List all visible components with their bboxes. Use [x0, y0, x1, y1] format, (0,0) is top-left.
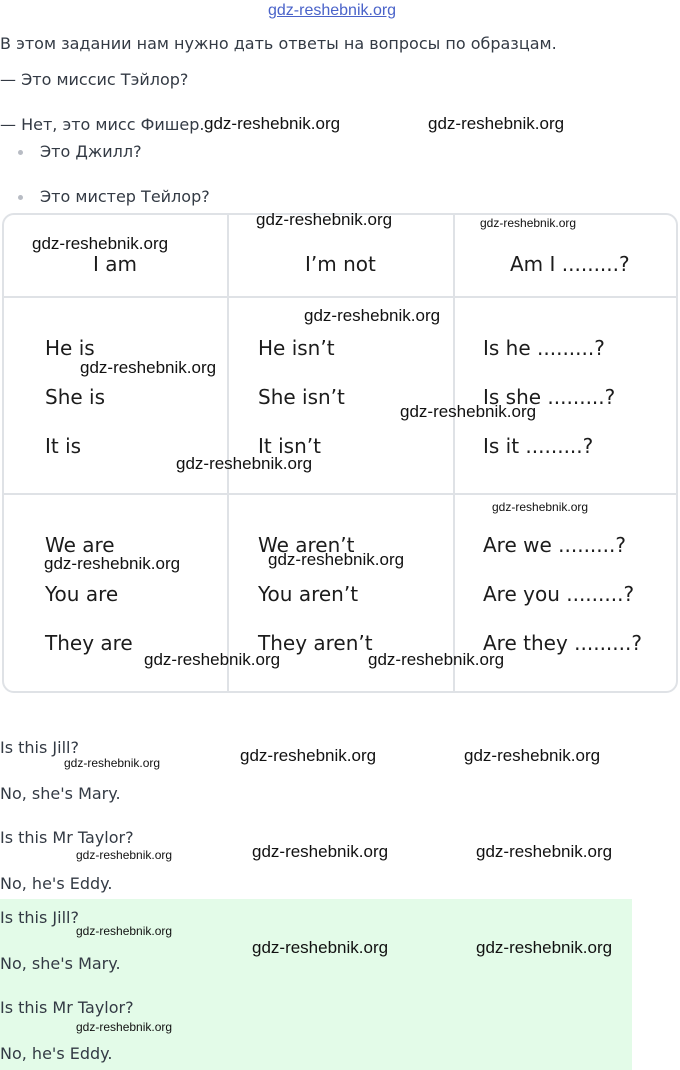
table-header-cell: I am	[93, 252, 137, 276]
table-cell: We are	[45, 533, 115, 557]
watermark-text: gdz-reshebnik.org	[32, 234, 169, 253]
table-header-cell: I’m not	[305, 252, 376, 276]
watermark-text: gdz-reshebnik.org	[176, 454, 313, 473]
table-header-cell: Am I .........?	[510, 252, 630, 276]
table-cell: Is it .........?	[483, 434, 594, 458]
table-cell: He is	[45, 336, 95, 360]
bullet-item: Это мистер Тейлор?	[40, 187, 210, 206]
table-cell: Is he .........?	[483, 336, 605, 360]
watermark-text: gdz-reshebnik.org	[76, 924, 173, 938]
watermark-text: gdz-reshebnik.org	[464, 746, 601, 765]
table-cell: He isn’t	[258, 336, 335, 360]
site-link[interactable]: gdz-reshebnik.org	[268, 2, 397, 19]
table-cell: Is she .........?	[483, 385, 616, 409]
watermark-text: gdz-reshebnik.org	[80, 358, 217, 377]
table-cell: You are	[45, 582, 119, 606]
answer-question: Is this Jill?	[0, 908, 79, 927]
watermark-text: gdz-reshebnik.org	[256, 210, 393, 229]
watermark-text: gdz-reshebnik.org	[204, 114, 341, 133]
watermark-text: gdz-reshebnik.org	[368, 650, 505, 669]
answer-line: — Нет, это мисс Фишер.	[0, 115, 205, 134]
example-question: Is this Jill?	[0, 738, 79, 757]
watermark-text: gdz-reshebnik.org	[252, 938, 389, 957]
bullet-dot	[18, 195, 23, 200]
bullet-dot	[18, 150, 23, 155]
answer-reply: No, she's Mary.	[0, 954, 121, 973]
watermark-text: gdz-reshebnik.org	[476, 842, 613, 861]
watermark-text: gdz-reshebnik.org	[304, 306, 441, 325]
watermark-text: gdz-reshebnik.org	[240, 746, 377, 765]
watermark-text: gdz-reshebnik.org	[64, 756, 161, 770]
watermark-text: gdz-reshebnik.org	[76, 1020, 173, 1034]
table-cell: Are we .........?	[483, 533, 626, 557]
example-answer: No, she's Mary.	[0, 784, 121, 803]
table-cell: It isn’t	[258, 434, 321, 458]
watermark-text: gdz-reshebnik.org	[76, 848, 173, 862]
table-cell: We aren’t	[258, 533, 355, 557]
table-cell: Are you .........?	[483, 582, 635, 606]
table-cell: Are they .........?	[483, 631, 642, 655]
watermark-text: gdz-reshebnik.org	[144, 650, 281, 669]
answer-question: Is this Mr Taylor?	[0, 998, 134, 1017]
watermark-text: gdz-reshebnik.org	[400, 402, 537, 421]
table-cell: You aren’t	[258, 582, 359, 606]
watermark-text: gdz-reshebnik.org	[428, 114, 565, 133]
answer-reply: No, he's Eddy.	[0, 1044, 113, 1063]
table-cell: It is	[45, 434, 82, 458]
watermark-text: gdz-reshebnik.org	[480, 216, 577, 230]
question-line: — Это миссис Тэйлор?	[0, 70, 189, 89]
table-divider	[4, 296, 676, 298]
watermark-text: gdz-reshebnik.org	[476, 938, 613, 957]
table-cell: She isn’t	[258, 385, 345, 409]
bullet-item: Это Джилл?	[40, 142, 142, 161]
table-cell: She is	[45, 385, 106, 409]
example-question: Is this Mr Taylor?	[0, 828, 134, 847]
table-cell: They are	[45, 631, 133, 655]
intro-text: В этом задании нам нужно дать ответы на вопросы по образцам.	[0, 34, 557, 53]
watermark-text: gdz-reshebnik.org	[492, 500, 589, 514]
table-divider	[453, 215, 455, 691]
table-divider	[227, 215, 229, 691]
watermark-text: gdz-reshebnik.org	[252, 842, 389, 861]
table-divider	[4, 493, 676, 495]
watermark-text: gdz-reshebnik.org	[268, 550, 405, 569]
example-answer: No, he's Eddy.	[0, 874, 113, 893]
table-cell: They aren’t	[258, 631, 373, 655]
watermark-text: gdz-reshebnik.org	[44, 554, 181, 573]
